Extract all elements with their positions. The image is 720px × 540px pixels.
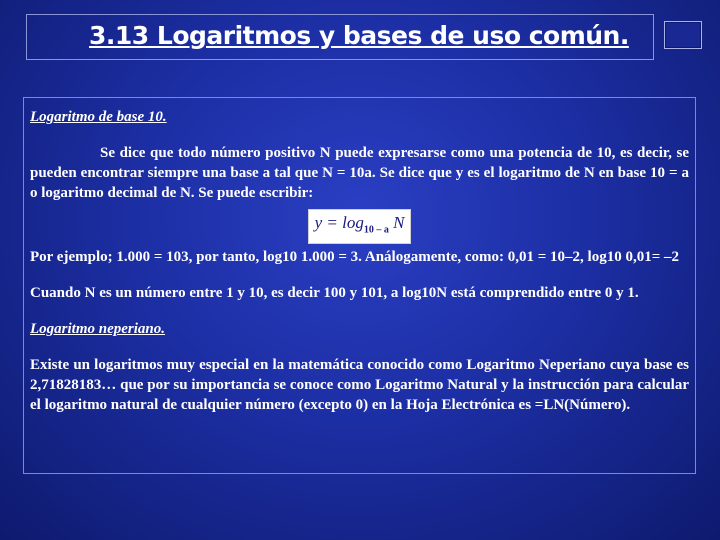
- formula-lhs: y = log: [314, 213, 364, 232]
- formula-subscript: 10 – a: [363, 224, 389, 236]
- formula-rhs: N: [388, 213, 405, 232]
- page-title: 3.13 Logaritmos y bases de uso común.: [89, 21, 629, 50]
- spacer: [30, 339, 689, 355]
- formula-container: [30, 209, 689, 239]
- log-formula: [308, 209, 412, 244]
- paragraph-example: Por ejemplo; 1.000 = 103, por tanto, log10 1.000 = 3. Análogamente, como: 0,01 = 10–2, log10 0,01= –2: [30, 249, 680, 265]
- corner-square: [664, 21, 702, 49]
- spacer: [30, 303, 689, 319]
- spacer: [30, 127, 689, 143]
- paragraph-neperian: Existe un logaritmos muy especial en la matemática conocido como Logaritmo Neperiano cuya base es 2,71828183… que por su importancia se conoce como Logaritmo Natural y la instrucción para calcular el logaritmo natural de cualquier número (excepto 0) en la Hoja Electrónica es =LN(Número).: [30, 357, 689, 413]
- title-frame: [26, 14, 654, 60]
- section-heading-base10: Logaritmo de base 10.: [30, 109, 167, 125]
- paragraph-definition: Se dice que todo número positivo N puede expresarse como una potencia de 10, es decir, se pueden encontrar siempre una base a tal que N = 10a. Se dice que y es el logaritmo de N en base 10 = a o logaritmo decimal de N. Se puede escribir:: [30, 145, 689, 201]
- spacer: [30, 267, 689, 283]
- paragraph-range: Cuando N es un número entre 1 y 10, es decir 100 y 101, a log10N está comprendido entre 0 y 1.: [30, 285, 639, 301]
- content-panel: [23, 97, 696, 474]
- section-heading-neperian: Logaritmo neperiano.: [30, 321, 166, 337]
